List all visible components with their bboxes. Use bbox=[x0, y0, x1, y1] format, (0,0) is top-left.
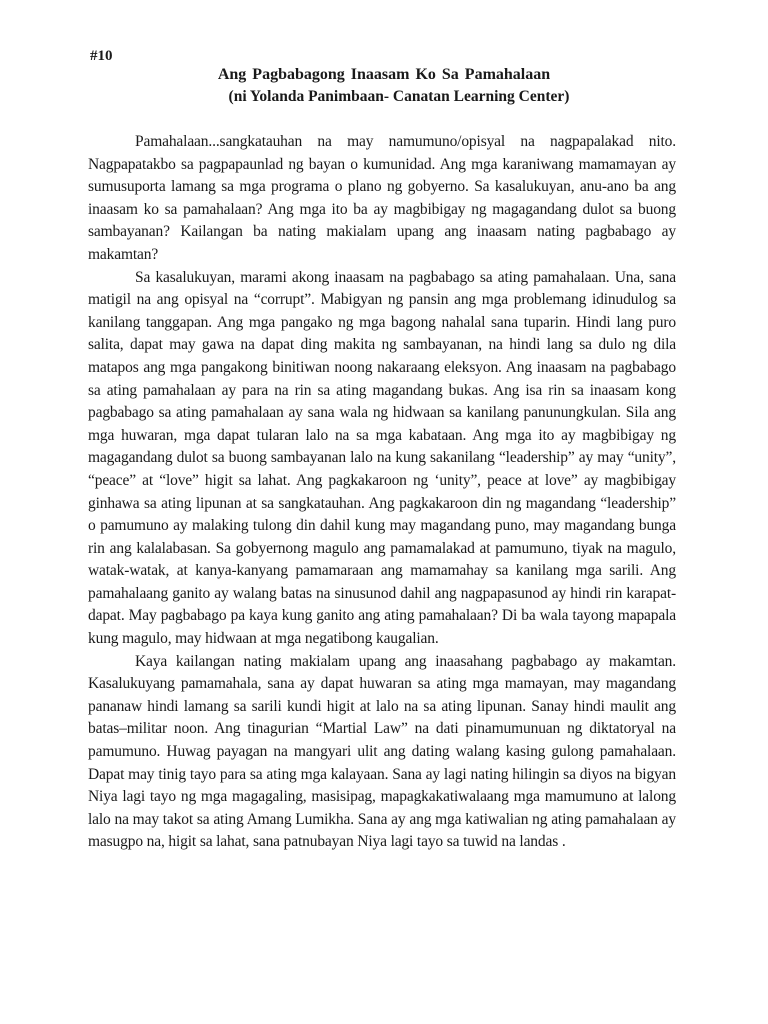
document-title: Ang Pagbabagong Inaasam Ko Sa Pamahalaan bbox=[217, 66, 551, 83]
paragraph-1: Pamahalaan...sangkatauhan na may namumuno/opisyal na nagpapalakad nito. Nagpapatakbo sa pagpapaunlad ng bayan o kumunidad. Ang mga karaniwang mamamayan ay sumusuporta lamang sa mga programa o plano ng gobyerno. Sa kasalukuyan, anu-ano ba ang inaasam ko sa pamahalaan? Ang mga ito ba ay magbibigay ng magagandang dulot sa buong sambayanan? Kailangan ba nating makialam upang ang inaasam nating pagbabago ay makamtan? bbox=[88, 133, 676, 263]
document-author: (ni Yolanda Panimbaan- Canatan Learning Center) bbox=[228, 88, 570, 105]
document-body bbox=[88, 131, 676, 854]
paragraph-3: Kaya kailangan nating makialam upang ang inaasahang pagbabago ay makamtan. Kasalukuyang pamamahala, sana ay dapat huwaran sa ating mga mamayan, may magandang pananaw hindi lamang sa sarili kundi higit at lalo na sa ating lipunan. Sanay hindi maulit ang batas–militar noon. Ang tinagurian “Martial Law” na dati pinamumunuan ng diktatoryal na pamumuno. Huwag payagan na mangyari ulit ang dating walang kasing gulong pamahalaan. Dapat may tinig tayo para sa ating mga kalayaan. Sana ay lagi nating hilingin sa diyos na bigyan Niya lagi tayo ng mga magagaling, masisipag, mapagkakatiwalaang mga mamumuno at lalong lalo na may takot sa ating Amang Lumikha. Sana ay ang mga katiwalian ng ating pamahalaan ay masugpo na, higit sa lahat, sana patnubayan Niya lagi tayo sa tuwid na landas . bbox=[88, 652, 676, 851]
paragraph-2: Sa kasalukuyan, marami akong inaasam na pagbabago sa ating pamahalaan. Una, sana matigil na ang opisyal na “corrupt”. Mabigyan ng pansin ang mga problemang idinudulog sa kanilang tanggapan. Ang mga pangako ng mga bagong nahalal sana tuparin. Hindi lang puro salita, dapat may gawa na dapat ding makita ng sambayanan, na hindi lang sa dulo ng dila matapos ang mga pangakong binitiwan noong nakaraang eleksyon. Ang inaasam na pagbabago sa ating pamahalaan ay para na rin sa ating magandang bukas. Ang isa rin sa inaasam kong pagbabago sa ating pamahalaan ay sana wala ng hidwaan sa kanilang panunungkulan. Sila ang mga huwaran, mga dapat tularan lalo na sa mga kabataan. Ang mga ito ay magbibigay ng magagandang dulot sa buong sambayanan lalo na kung sakanilang “leadership” ay may “unity”, “peace” at “love” higit sa lahat. Ang pagkakaroon ng ‘unity”, peace at love” ay magbibigay ginhawa sa ating lipunan at sa sangkatauhan. Ang pagkakaroon din ng magandang “leadership” o pamumuno ay malaking tulong din dahil kung may magandang puno, may magandang bunga rin ang kalalabasan. Sa gobyernong magulo ang pamamalakad at pamumuno, tiyak na magulo, watak-watak, at kanya-kanyang pamamaraan ang mamamahay sa kanilang mga sarili. Ang pamahalaang ganito ay walang batas na sinusunod dahil ang nagpapasunod ay hindi rin karapat-dapat. May pagbabago pa kaya kung ganito ang ating pamahalaan? Di ba wala tayong mapapala kung magulo, may hidwaan at mga negatibong kaugalian. bbox=[88, 268, 676, 648]
document-number: #10 bbox=[90, 48, 113, 64]
